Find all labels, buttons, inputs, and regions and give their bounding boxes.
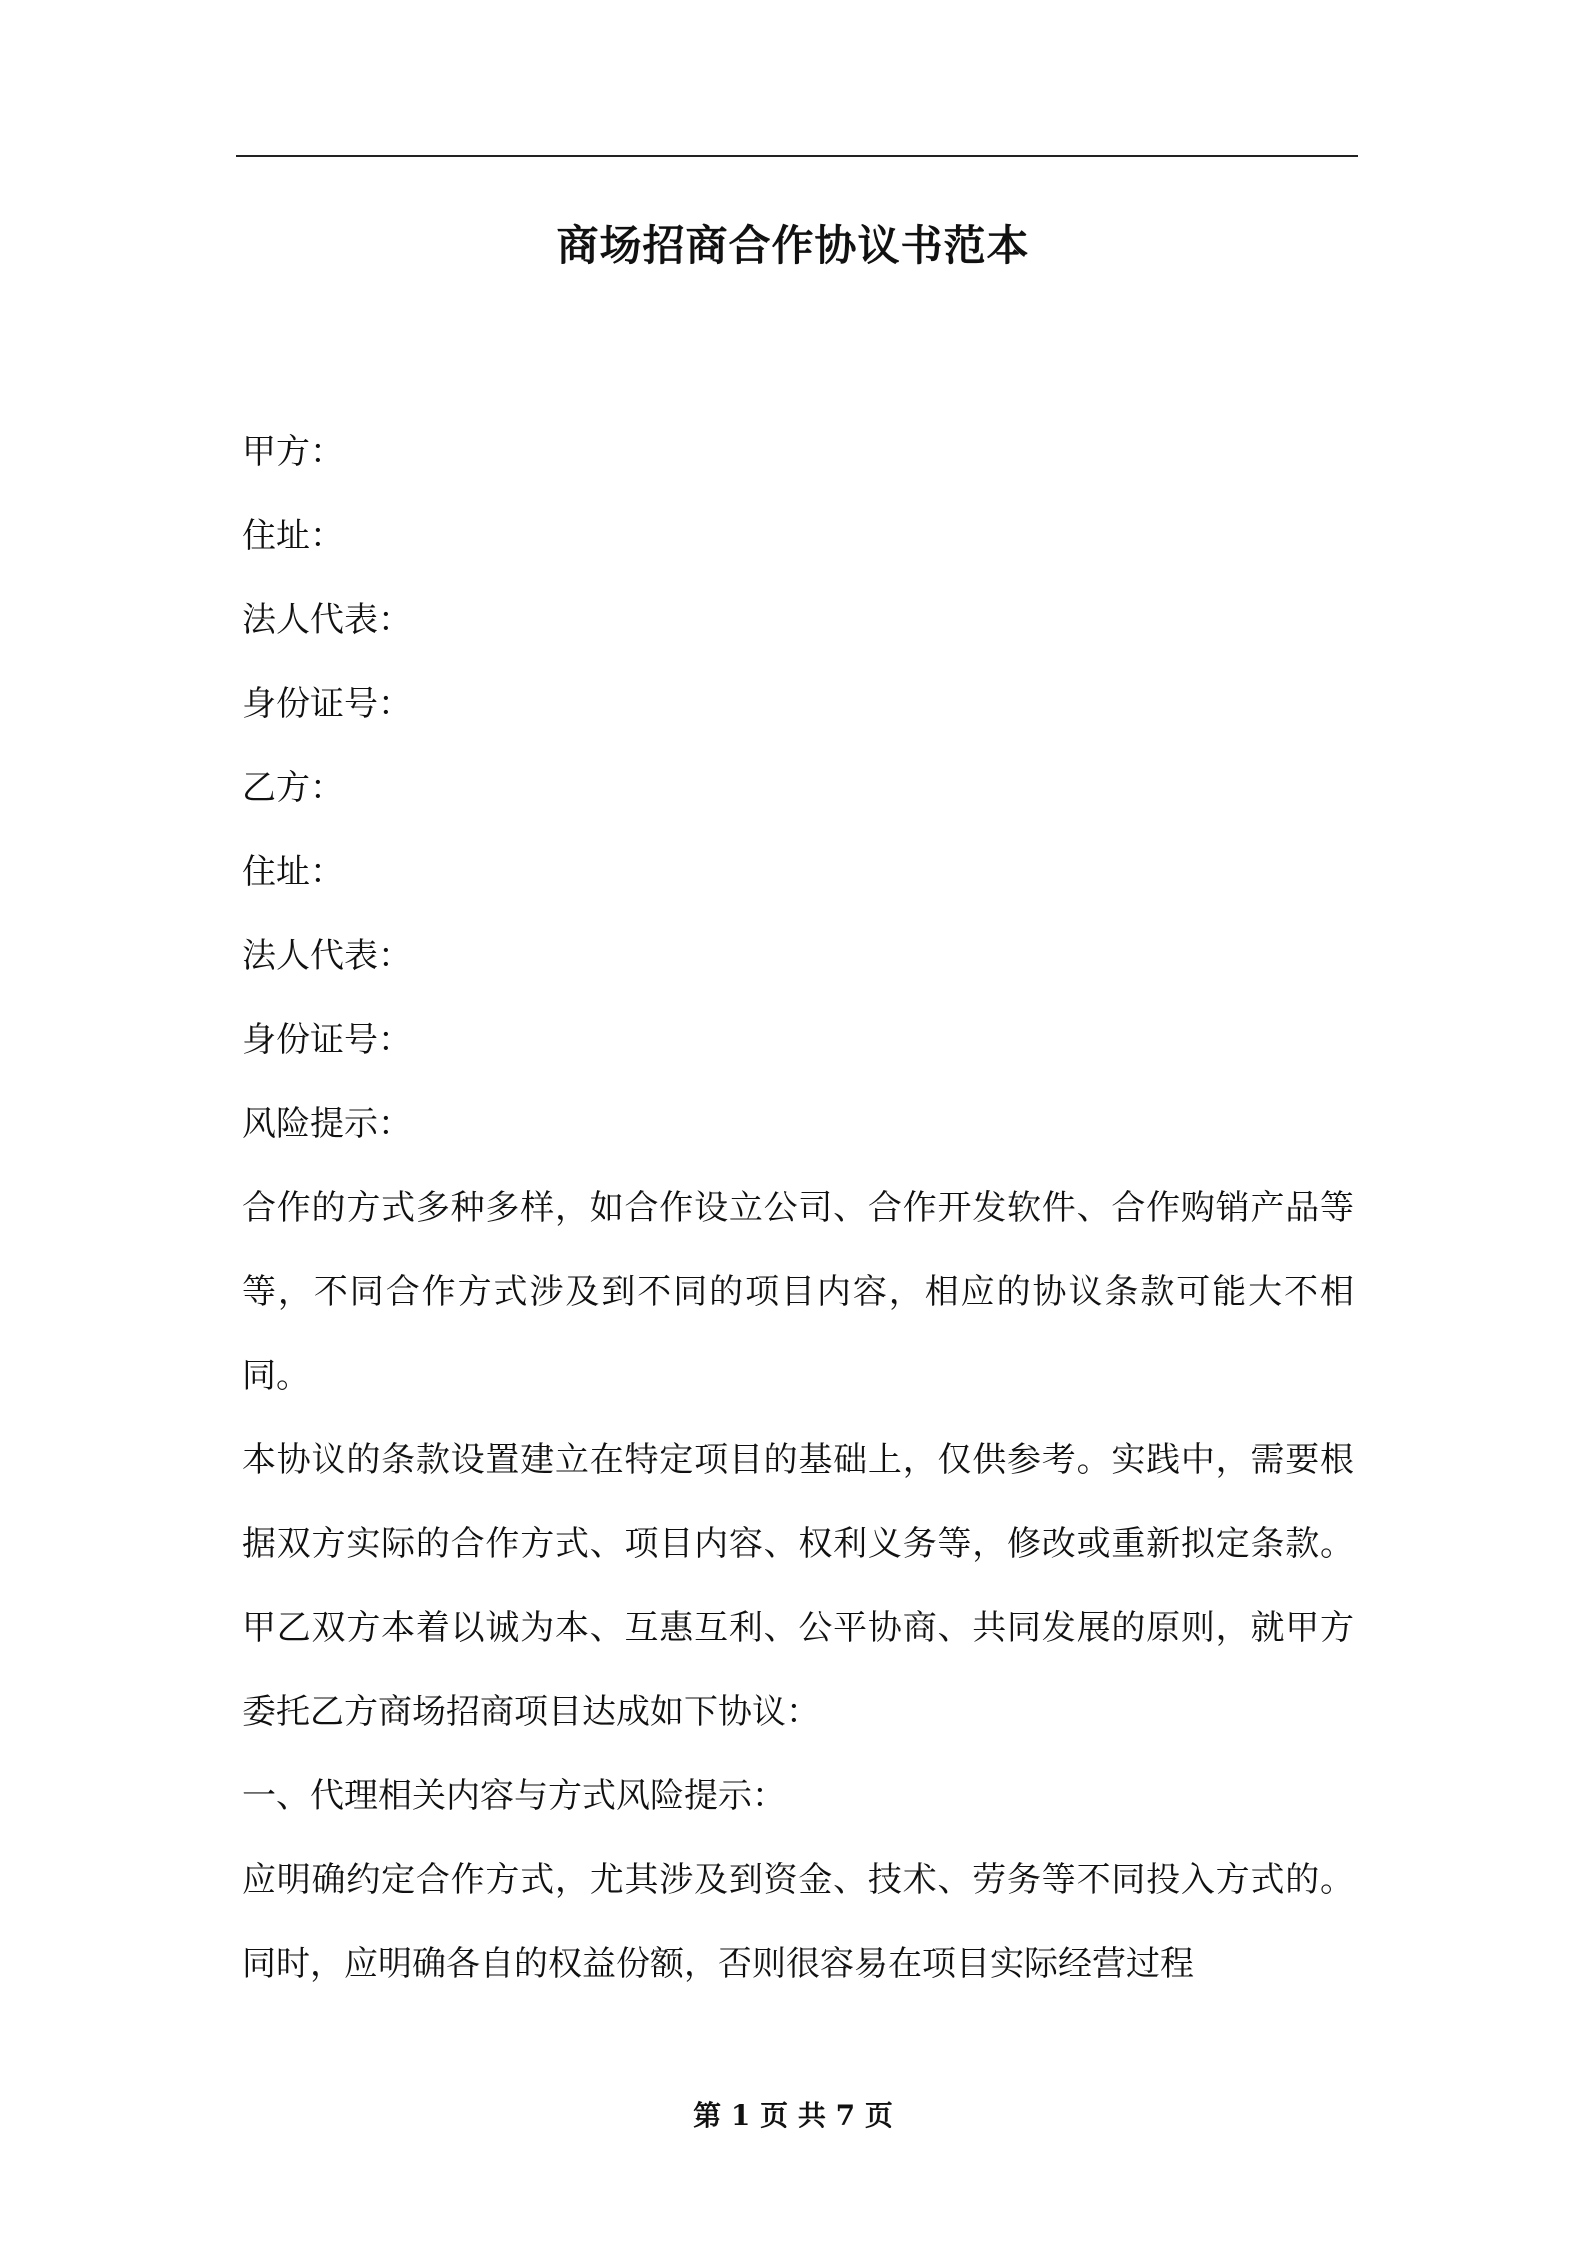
section-heading-agency: 一、代理相关内容与方式风险提示： [242,1776,786,1816]
document-body [242,410,1354,2006]
party-a-id-number-field: 身份证号： [242,684,412,724]
risk-notice-heading: 风险提示： [242,1104,412,1144]
party-b-field: 乙方： [242,768,344,808]
paragraph-cooperation-methods: 合作的方式多种多样，如合作设立公司、合作开发软件、合作购销产品等等，不同合作方式涉及到不同的项目内容，相应的协议条款可能大不相同。 [242,1188,1354,1396]
document-title: 商场招商合作协议书范本 [556,221,1030,270]
party-b-address-field: 住址： [242,852,344,892]
party-b-legal-rep-field: 法人代表： [242,936,412,976]
party-a-field: 甲方： [242,432,344,472]
header-rule [236,155,1358,157]
party-a-legal-rep-field: 法人代表： [242,600,412,640]
paragraph-agreement-basis: 本协议的条款设置建立在特定项目的基础上，仅供参考。实践中，需要根据双方实际的合作方式、项目内容、权利义务等，修改或重新拟定条款。 甲乙双方本着以诚为本、互惠互利、公平协商、共同发展的原则，就甲方委托乙方商场招商项目达成如下协议： [242,1440,1354,1732]
page-number-footer: 第 1 页 共 7 页 [693,2099,893,2132]
party-a-address-field: 住址： [242,516,344,556]
paragraph-cooperation-terms: 应明确约定合作方式，尤其涉及到资金、技术、劳务等不同投入方式的。同时，应明确各自的权益份额，否则很容易在项目实际经营过程 [242,1860,1354,1984]
party-b-id-number-field: 身份证号： [242,1020,412,1060]
